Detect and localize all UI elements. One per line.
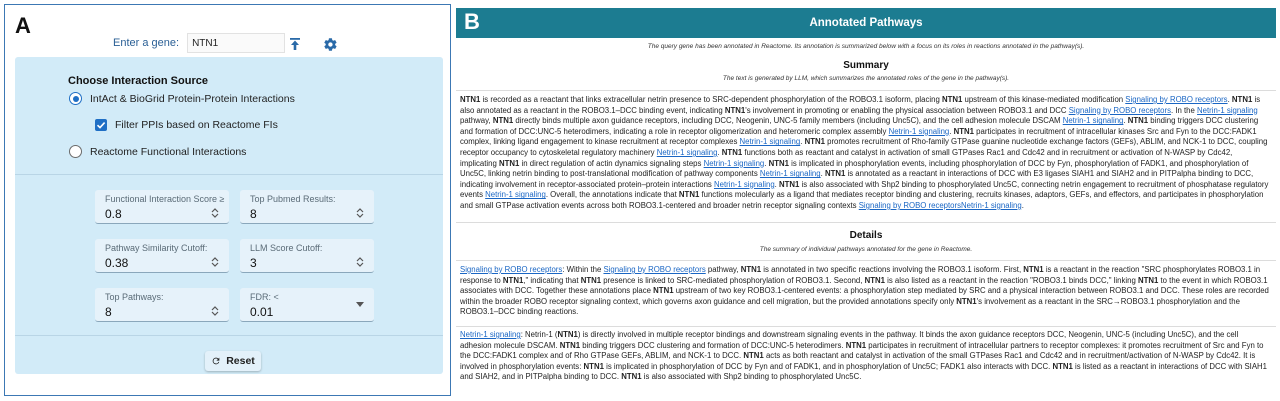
text-run: . bbox=[800, 137, 803, 147]
text-run: . bbox=[1021, 200, 1024, 210]
separator bbox=[456, 260, 1276, 261]
details-title: Details bbox=[849, 230, 883, 241]
link-robo-netrin-signaling[interactable]: Signaling by ROBO receptorsNetrin-1 signaling bbox=[858, 200, 1022, 210]
top-pathways-field[interactable] bbox=[95, 288, 229, 322]
annotated-pathways-title: Annotated Pathways bbox=[809, 17, 923, 29]
fi-score-label: Functional Interaction Score ≥ bbox=[105, 194, 225, 204]
top-pathways-label: Top Pathways: bbox=[105, 292, 164, 302]
summary-title: Summary bbox=[843, 60, 889, 71]
gene-input[interactable] bbox=[187, 33, 285, 53]
gene-mention: NTN1 bbox=[678, 190, 700, 200]
text-run: is also associated with Shp2 binding to phosphorylated Unc5C. bbox=[643, 372, 862, 382]
upload-icon[interactable] bbox=[287, 36, 303, 52]
checkbox-checked-icon[interactable] bbox=[95, 119, 107, 131]
link-netrin-signaling[interactable]: Netrin-1 signaling bbox=[485, 190, 546, 200]
link-netrin-signaling[interactable]: Netrin-1 signaling bbox=[713, 179, 775, 189]
gene-mention: NTN1 bbox=[580, 275, 602, 285]
text-run: is also annotated as a reactant in the ROBO3.1–DCC binding event, indicating bbox=[460, 95, 1261, 115]
dropdown-caret-icon[interactable] bbox=[356, 302, 364, 307]
divider bbox=[15, 174, 443, 175]
top-pathways-value[interactable]: 8 bbox=[105, 305, 112, 319]
gene-mention: NTN1 bbox=[1137, 275, 1159, 285]
text-run: : Within the bbox=[562, 265, 602, 274]
summary-text bbox=[460, 95, 1270, 212]
text-run: is implicated in phosphorylation events, including phosphorylation of DCC by Fyn, phosphorylation of FADK1, and phosphorylation of Unc5C, linking netrin binding to post-translational modification of pathway components bbox=[460, 158, 1249, 179]
filter-ppi-checkbox[interactable] bbox=[95, 119, 278, 131]
gene-mention: NTN1 bbox=[559, 340, 581, 350]
text-run: ," indicating that bbox=[523, 275, 579, 285]
text-run: upstream of two key ROBO3.1-centered events: a phosphorylation step mediated by SRC and a physical interaction between ROBO3.1 and DCC. These roles are recorded within the broader ROBO receptor signaling context, which governs axon guidance and cell migration, but the provided annotations specify only bbox=[460, 286, 1269, 306]
gear-icon[interactable] bbox=[322, 36, 338, 52]
text-run: 's involvement in promoting or enabling the physical association between ROBO3.1 and DCC bbox=[745, 105, 1067, 115]
spinner-icon[interactable] bbox=[211, 256, 219, 268]
fdr-label: FDR: < bbox=[250, 292, 279, 302]
text-run: presence is linked to SRC-mediated phosphorylation of ROBO3.1. Second, bbox=[603, 275, 863, 285]
link-netrin-signaling[interactable]: Netrin-1 signaling bbox=[739, 137, 801, 147]
text-run: . bbox=[1123, 116, 1126, 126]
text-run: . bbox=[820, 169, 823, 179]
top-pubmed-label: Top Pubmed Results: bbox=[250, 194, 336, 204]
link-netrin-signaling[interactable]: Netrin-1 signaling bbox=[460, 330, 521, 339]
refresh-icon bbox=[211, 356, 221, 366]
text-run: . bbox=[1227, 95, 1230, 104]
spinner-icon[interactable] bbox=[211, 305, 219, 317]
reset-button[interactable] bbox=[205, 351, 261, 371]
text-run: . In the bbox=[1171, 105, 1195, 115]
gene-mention: NTN1 bbox=[653, 286, 674, 296]
pathway-similarity-value[interactable]: 0.38 bbox=[105, 256, 129, 270]
panel-letter-a: A bbox=[15, 13, 31, 38]
text-run: is also associated with Shp2 binding to phosphorylated Unc5C, connecting netrin engagement to recruitment of phosphatase regulatory events bbox=[460, 179, 1269, 200]
text-run: is a reactant in the reaction "SRC phosphorylates ROBO3.1 in response to bbox=[460, 265, 1261, 285]
text-run: to the event in which ROBO3.1 associates with DCC. Together these annotations place bbox=[460, 275, 1268, 296]
link-robo-signaling[interactable]: Signaling by ROBO receptors bbox=[603, 265, 706, 274]
query-panel bbox=[4, 4, 451, 396]
detail-robo-text bbox=[460, 265, 1270, 318]
link-netrin-signaling[interactable]: Netrin-1 signaling bbox=[1062, 116, 1124, 126]
text-run: in direct regulation of actin dynamics signaling steps bbox=[521, 158, 702, 168]
text-run: . bbox=[764, 158, 767, 168]
pathway-similarity-field[interactable] bbox=[95, 239, 229, 273]
reset-label: Reset bbox=[226, 355, 255, 367]
gene-mention: NTN1 bbox=[502, 275, 524, 285]
fi-score-value[interactable]: 0.8 bbox=[105, 207, 122, 221]
divider bbox=[15, 335, 443, 336]
text-run: is listed as a reactant in interactions of DCC with SIAH1 and SIAH2, and in PITPalpha binding to DCC. bbox=[460, 361, 1267, 382]
intro-note: The query gene has been annotated in Reactome. Its annotation is summarized below with a focus on its roles in reactions annotated in the pathway(s). bbox=[647, 43, 1085, 50]
text-run: binding triggers DCC clustering and formation of DCC:UNC-5 heterodimers. bbox=[582, 340, 844, 350]
details-note: The summary of individual pathways annotated for the gene in Reactome. bbox=[759, 246, 973, 253]
fi-score-field[interactable] bbox=[95, 190, 229, 224]
gene-mention: NTN1 bbox=[953, 126, 974, 136]
link-netrin-signaling[interactable]: Netrin-1 signaling bbox=[656, 147, 718, 157]
text-run: is annotated in two specific reactions involving the ROBO3.1 isoform. First, bbox=[763, 265, 1022, 274]
text-run: participates in recruitment of intracellular partners to receptor complexes: it promotes recruitment of Src and Fyn to the DCC:FADK1 complex and of Rho GTPase GEFs, ABLIM, and NCK-1 to DCC. bbox=[460, 340, 1264, 361]
link-netrin-signaling[interactable]: Netrin-1 signaling bbox=[703, 158, 765, 168]
radio-unselected-icon[interactable] bbox=[69, 145, 82, 158]
separator bbox=[456, 222, 1276, 223]
gene-mention: NTN1 bbox=[492, 116, 514, 126]
source-title: Choose Interaction Source bbox=[68, 75, 208, 87]
text-run: promotes recruitment of Rho-family GTPase guanine nucleotide exchange factors (GEFs), ABLIM, and NCK-1 to DCC, coupling receptor occupancy to cytoskeletal regulatory machinery bbox=[460, 137, 1268, 157]
gene-mention: NTN1 bbox=[768, 158, 789, 168]
text-run: is recorded as a reactant that links extracellular netrin presence to SRC-dependent phosphorylation of the ROBO3.1 isoform, placing bbox=[482, 95, 940, 104]
text-run: upstream of this kinase-mediated modification bbox=[964, 95, 1124, 104]
gene-mention: NTN1 bbox=[956, 296, 977, 306]
text-run: acts as both reactant and catalyst in activation of the small GTPases Rac1 and Cdc42 and in recruitment/activation of N-WASP by Cdc42. It is involved in phosphorylation events: bbox=[460, 351, 1256, 371]
text-run: . Overall, the annotations indicate that bbox=[545, 190, 677, 200]
gene-mention: NTN1 bbox=[740, 265, 762, 274]
spinner-icon[interactable] bbox=[211, 207, 219, 219]
llm-score-value[interactable]: 3 bbox=[250, 256, 257, 270]
gene-mention: NTN1 bbox=[499, 158, 520, 168]
link-robo-signaling[interactable]: Signaling by ROBO receptors bbox=[1125, 95, 1228, 104]
link-robo-signaling[interactable]: Signaling by ROBO receptors bbox=[460, 265, 563, 274]
pathway-similarity-label: Pathway Similarity Cutoff: bbox=[105, 243, 208, 253]
panel-letter-b: B bbox=[464, 9, 480, 34]
gene-mention: NTN1 bbox=[824, 169, 846, 179]
gene-mention: NTN1 bbox=[941, 95, 963, 104]
gene-mention: NTN1 bbox=[1127, 116, 1149, 126]
spinner-icon[interactable] bbox=[356, 256, 364, 268]
text-run: binding triggers DCC clustering and formation of DCC:UNC-5 heterodimers, indicating a role in receptor oligomerization and heteromeric complex assembly bbox=[460, 116, 1259, 136]
gene-mention: NTN1 bbox=[724, 105, 746, 115]
link-netrin-signaling[interactable]: Netrin-1 signaling bbox=[888, 126, 950, 136]
llm-score-label: LLM Score Cutoff: bbox=[250, 243, 323, 253]
gene-mention: NTN1 bbox=[621, 372, 642, 382]
gene-mention: NTN1 bbox=[804, 137, 825, 147]
filter-ppi-label: Filter PPIs based on Reactome FIs bbox=[115, 119, 278, 131]
gene-mention: NTN1 bbox=[460, 95, 481, 104]
text-run: ) is directly involved in multiple receptor bindings and downstream signaling events in the pathway. It binds the axon guidance receptors DCC, Neogenin, UNC-5 (including Unc5C), and the cell adhesion molecule DSCAM. bbox=[460, 330, 1239, 350]
text-run: is also listed as a reactant in the reaction "ROBO3.1 binds DCC," linking bbox=[887, 275, 1136, 285]
gene-mention: NTN1 bbox=[845, 340, 867, 350]
annotated-pathways-header bbox=[456, 8, 1276, 38]
gene-mention: NTN1 bbox=[1023, 265, 1044, 274]
llm-score-field[interactable] bbox=[240, 239, 374, 273]
gene-mention: NTN1 bbox=[721, 147, 743, 157]
interaction-options bbox=[15, 57, 443, 374]
gene-mention: NTN1 bbox=[583, 361, 604, 371]
link-robo-signaling[interactable]: Signaling by ROBO receptors bbox=[1068, 105, 1172, 115]
link-netrin-signaling[interactable]: Netrin-1 signaling bbox=[1197, 105, 1258, 115]
text-run: participates in recruitment of intracellular kinases Src and Fyn to the DCC:FADK1 complex, linking ligand engagement to kinase recruitment at receptor complexes bbox=[460, 126, 1257, 147]
gene-mention: NTN1 bbox=[1231, 95, 1253, 104]
radio-ppi-label: IntAct & BioGrid Protein-Protein Interactions bbox=[90, 92, 295, 105]
text-run: 's involvement as a reactant in the SRC→ROBO3.1 phosphorylation and the ROBO3.1–DCC binding reactions. bbox=[460, 296, 1240, 317]
gene-mention: NTN1 bbox=[779, 179, 800, 189]
gene-mention: NTN1 bbox=[864, 275, 885, 285]
detail-netrin-text bbox=[460, 330, 1270, 383]
text-run: directly binds multiple axon guidance receptors, including DCC, Neogenin, UNC-5 family members (including Unc5C), and the cell adhesion molecule DSCAM bbox=[515, 116, 1061, 126]
text-run: is implicated in phosphorylation of DCC by Fyn and of FADK1, and in phosphorylation of Unc5C; FADK1 also interacts with DCC. bbox=[606, 361, 1051, 371]
text-run: : Netrin-1 ( bbox=[520, 330, 558, 339]
separator bbox=[456, 326, 1276, 327]
radio-fi[interactable] bbox=[69, 145, 246, 158]
text-run: pathway, bbox=[460, 116, 491, 126]
top-pubmed-field[interactable] bbox=[240, 190, 374, 224]
gene-mention: NTN1 bbox=[1052, 361, 1073, 371]
gene-mention: NTN1 bbox=[743, 351, 764, 361]
annotated-pathways-panel bbox=[456, 4, 1276, 396]
fdr-select[interactable] bbox=[240, 288, 374, 322]
top-pubmed-value[interactable]: 8 bbox=[250, 207, 257, 221]
text-run: . bbox=[717, 147, 720, 157]
radio-ppi[interactable] bbox=[69, 92, 295, 105]
gene-row bbox=[113, 32, 285, 54]
radio-selected-icon[interactable] bbox=[69, 92, 82, 105]
text-run: . bbox=[774, 179, 777, 189]
radio-fi-label: Reactome Functional Interactions bbox=[90, 145, 247, 158]
text-run: functions molecularly as a ligand that mediates receptor binding and clustering, recruits kinases, adaptors, GEFs, and effectors, and participates in phosphorylation and small GTPase activation events across both ROBO3.1-centered and broader netrin receptor signaling contexts bbox=[460, 190, 1264, 210]
text-run: pathway, bbox=[707, 265, 739, 274]
text-run: . bbox=[949, 126, 952, 136]
fdr-value[interactable]: 0.01 bbox=[250, 305, 274, 319]
gene-mention: NTN1 bbox=[557, 330, 578, 339]
text-run: is annotated as a reactant in interactions of DCC with E3 ligases SIAH1 and SIAH2 and in PITPalpha binding to DCC, indicating involvement in receptor-associated protein–protein interactions bbox=[460, 169, 1254, 189]
gene-label: Enter a gene: bbox=[113, 37, 180, 49]
link-netrin-signaling[interactable]: Netrin-1 signaling bbox=[759, 169, 821, 179]
text-run: functions both as reactant and catalyst in activation of small GTPases Rac1 and Cdc42 and in recruitment or activation of N-WASP by Cdc42, implicating bbox=[460, 147, 1233, 168]
separator bbox=[456, 90, 1276, 91]
summary-note: The text is generated by LLM, which summarizes the annotated roles of the gene in the pathway(s). bbox=[722, 75, 1010, 82]
spinner-icon[interactable] bbox=[356, 207, 364, 219]
